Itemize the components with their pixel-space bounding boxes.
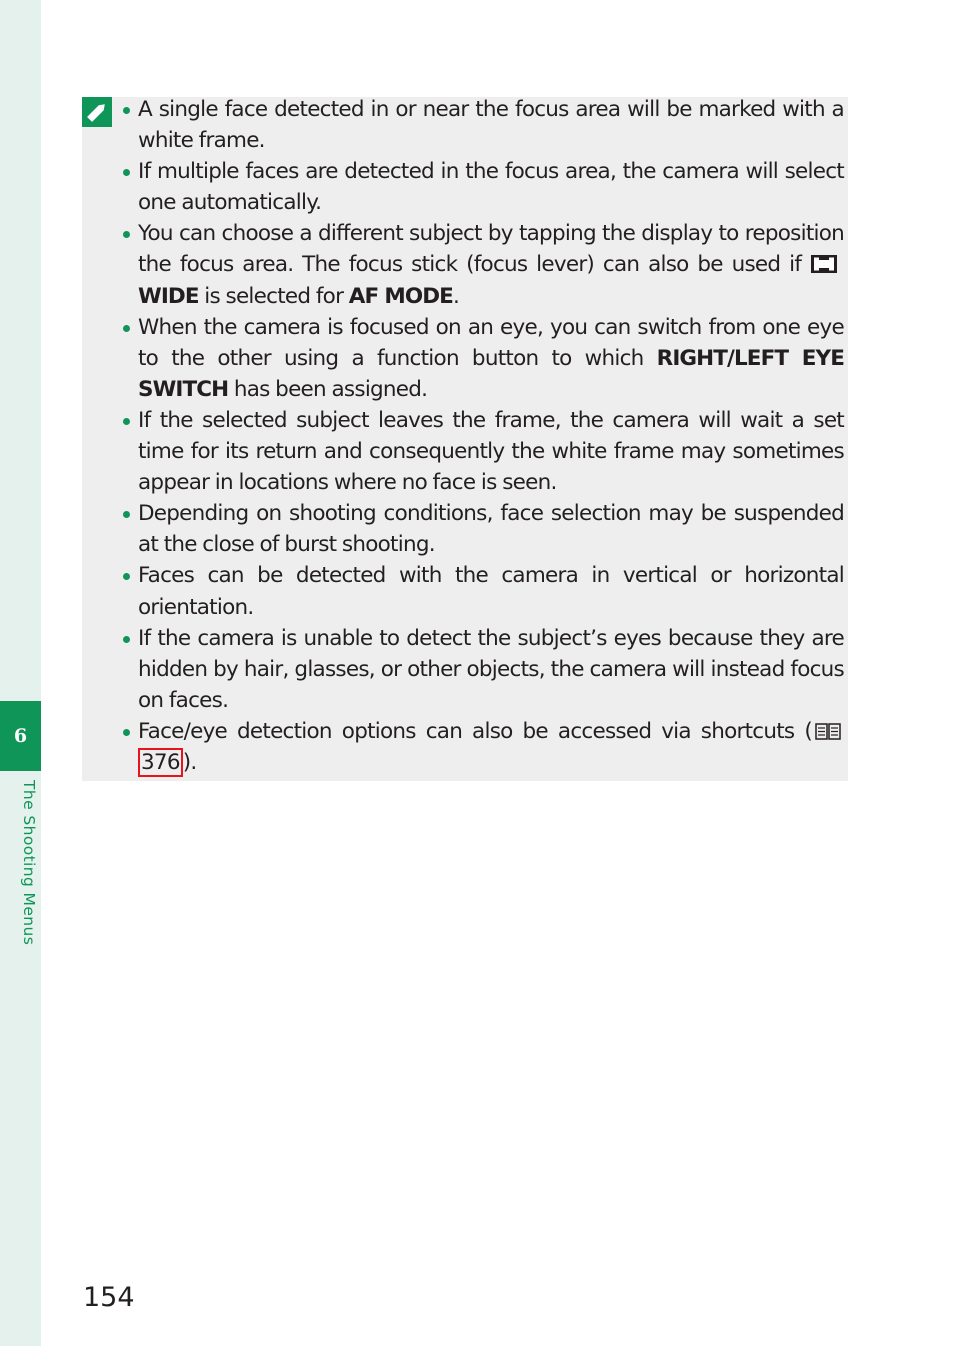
note-pencil-icon — [82, 97, 112, 127]
note-item: If the selected subject leaves the frame, the camera will wait a set time for its return and consequently the white frame may sometimes appear in locations where no face is seen. — [120, 405, 844, 498]
note-item: Face/eye detection options can also be accessed via shortcuts (376 ). — [120, 716, 844, 778]
chapter-tab — [0, 701, 41, 771]
note-item: Depending on shooting conditions, face selection may be suspended at the close of burst shooting. — [120, 498, 844, 560]
eye-switch-label: RIGHT/LEFT EYE SWITCH — [138, 345, 844, 402]
page-number: 154 — [83, 1282, 135, 1313]
note-item: If multiple faces are detected in the focus area, the camera will select one automatically. — [120, 156, 844, 218]
chapter-title: The Shooting Menus — [20, 780, 38, 946]
note-item: Faces can be detected with the camera in vertical or horizontal orientation. — [120, 560, 844, 622]
note-item: If the camera is unable to detect the subject’s eyes because they are hidden by hair, glasses, or other objects, the camera will instead focus on faces. — [120, 623, 844, 716]
wide-frame-icon — [810, 254, 838, 274]
side-strip — [0, 0, 41, 1346]
note-item: A single face detected in or near the focus area will be marked with a white frame. — [120, 94, 844, 156]
page-reference-link[interactable]: 376 — [138, 748, 183, 777]
chapter-number: 6 — [13, 725, 28, 747]
note-item: You can choose a different subject by tapping the display to reposition the focus area. The focus stick (focus lever) can also be used if WIDE is selected for AF MODE. — [120, 218, 844, 311]
note-list — [120, 94, 844, 778]
wide-option-label: WIDE — [138, 283, 199, 309]
af-mode-label: AF MODE — [348, 283, 453, 309]
note-item: When the camera is focused on an eye, you can switch from one eye to the other using a function button to which RIGHT/LEFT EYE SWITCH has been assigned. — [120, 312, 844, 405]
book-icon — [815, 722, 841, 741]
